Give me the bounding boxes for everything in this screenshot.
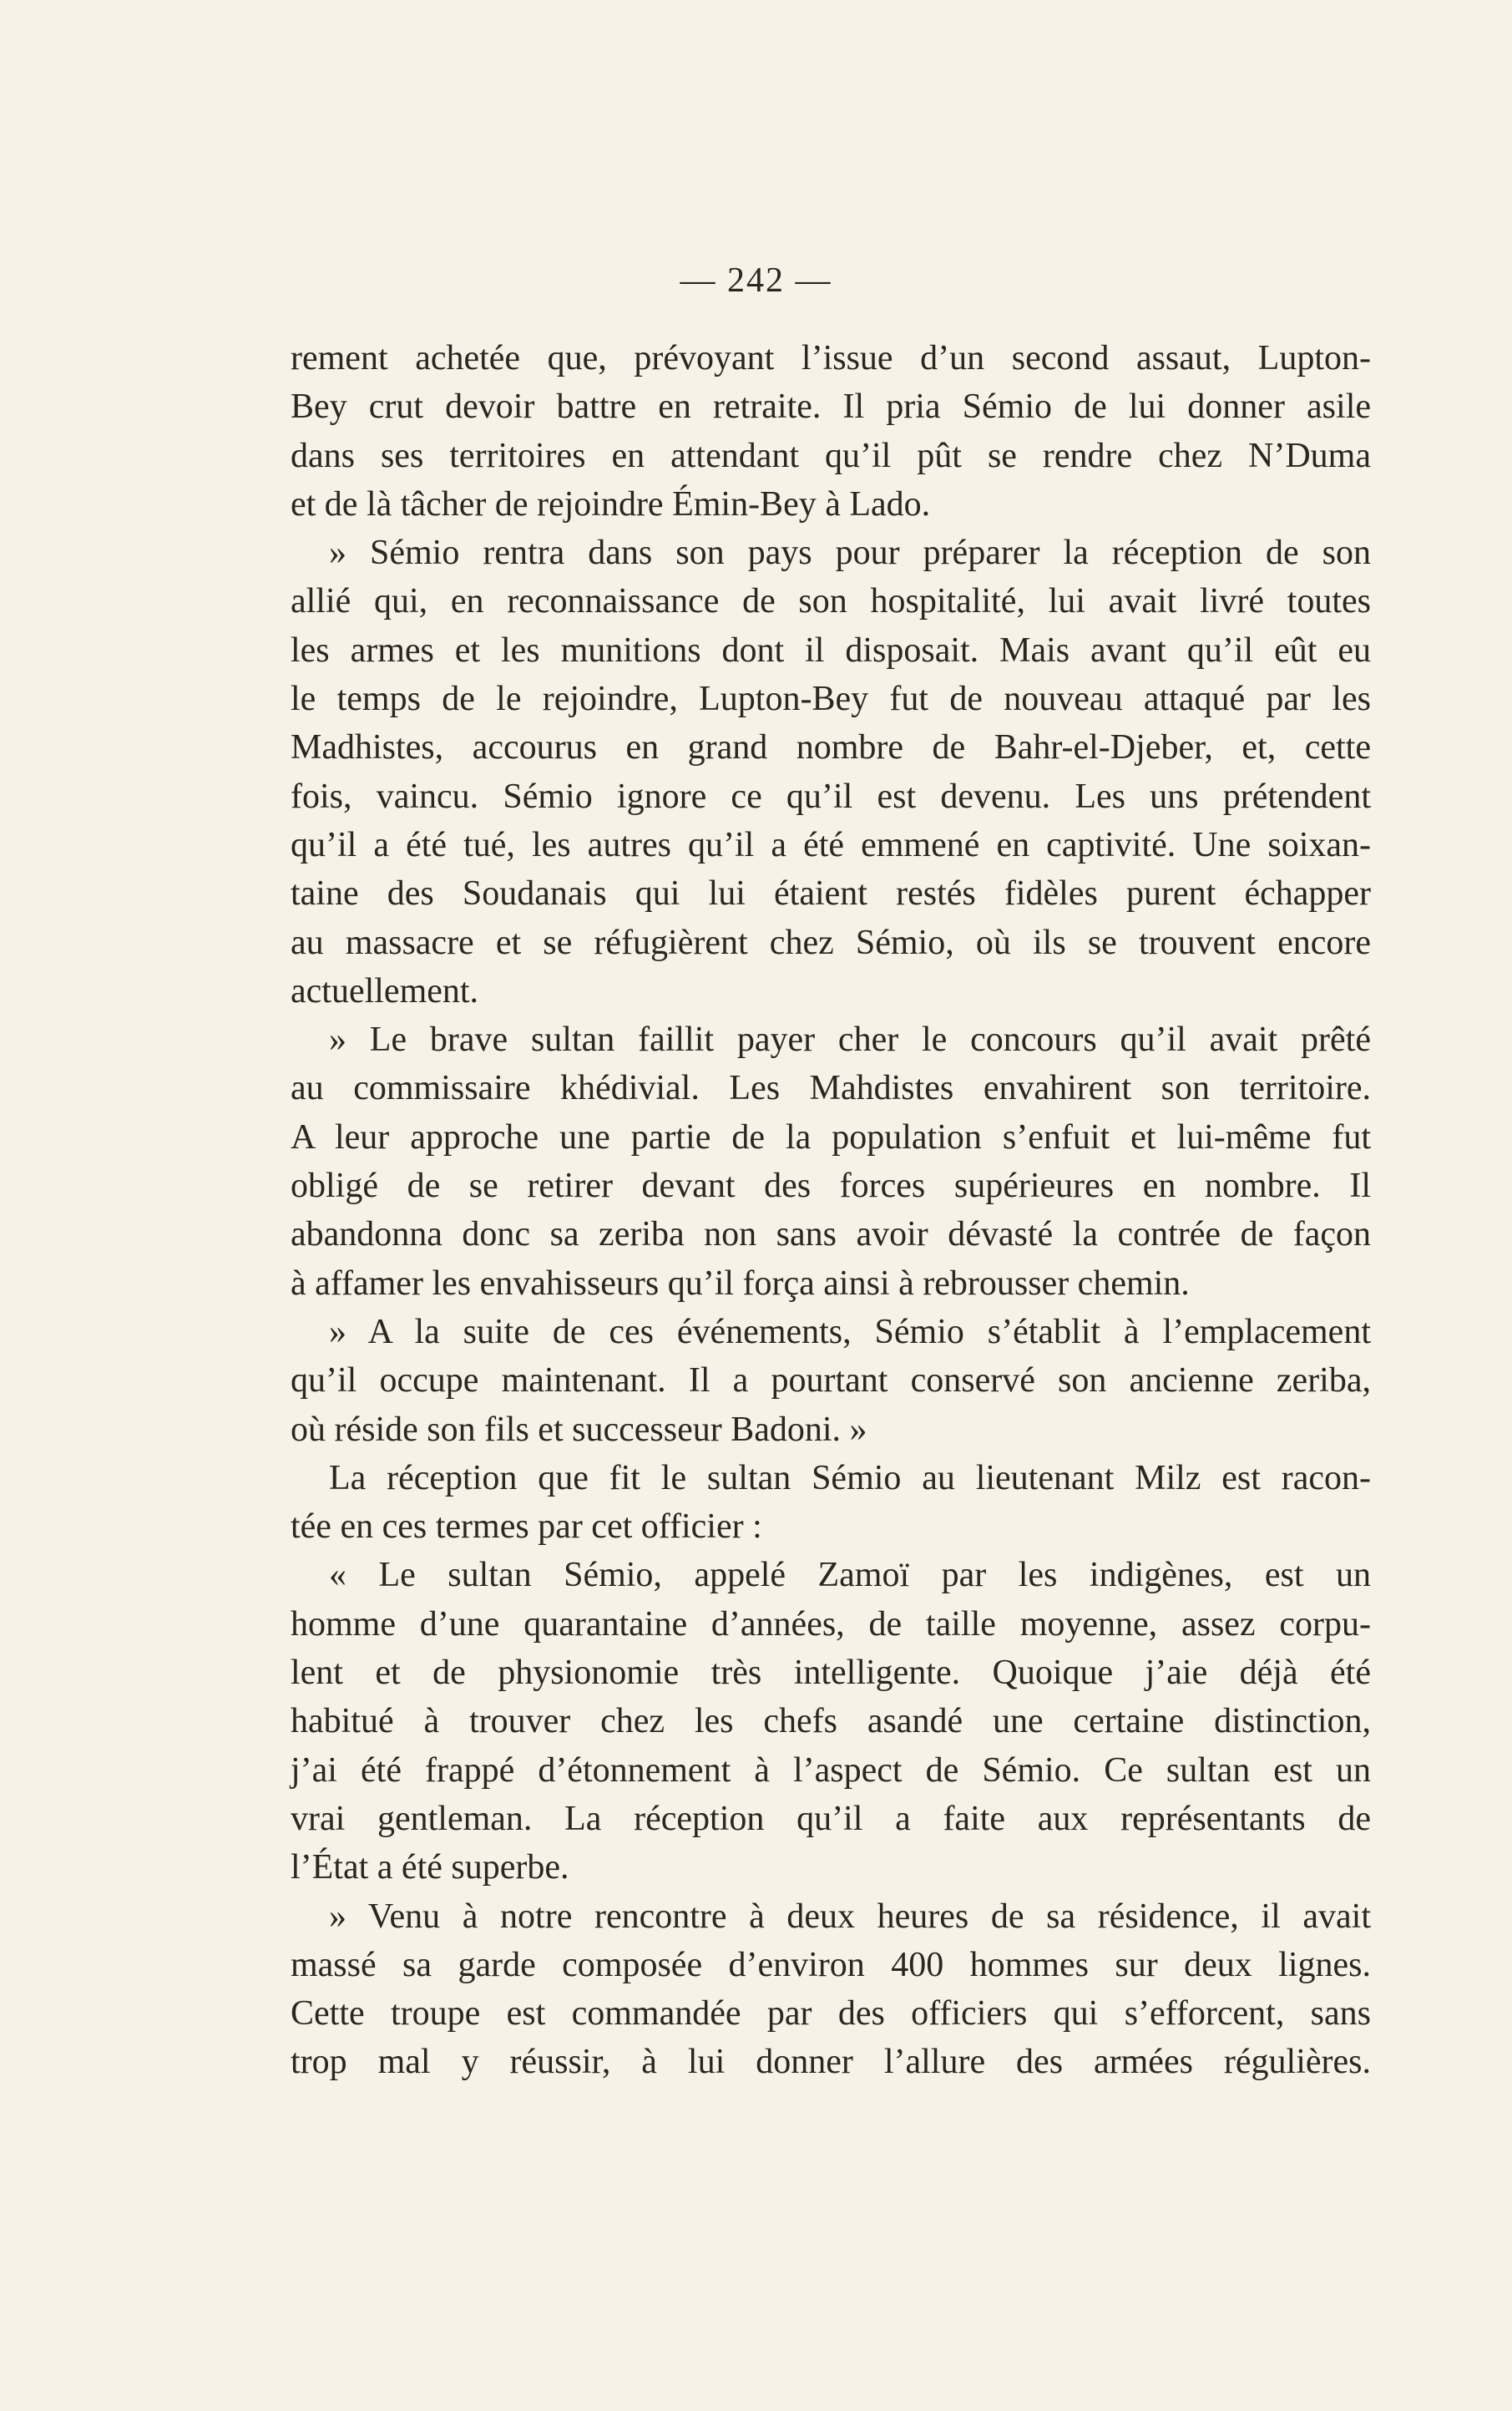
text-line: » A la suite de ces événements, Sémio s’établit à l’emplacement — [329, 1312, 1371, 1351]
text-line: » Venu à notre rencontre à deux heures de sa résidence, il avait — [329, 1897, 1371, 1936]
text-line: vrai gentleman. La réception qu’il a faite aux représentants de — [291, 1799, 1371, 1838]
text-line: dans ses territoires en attendant qu’il pût se rendre chez N’Duma — [291, 436, 1371, 475]
text-line: le temps de le rejoindre, Lupton-Bey fut de nouveau attaqué par les — [291, 680, 1371, 719]
text-line: qu’il a été tué, les autres qu’il a été emmené en captivité. Une soixan- — [291, 825, 1371, 864]
text-line: abandonna donc sa zeriba non sans avoir dévasté la contrée de façon — [291, 1215, 1371, 1254]
text-line: habitué à trouver chez les chefs asandé une certaine distinction, — [291, 1702, 1371, 1741]
text-line: tée en ces termes par cet officier : — [291, 1507, 762, 1547]
text-line: les armes et les munitions dont il disposait. Mais avant qu’il eût eu — [291, 631, 1371, 670]
text-line: « Le sultan Sémio, appelé Zamoï par les indigènes, est un — [329, 1556, 1371, 1595]
text-line: j’ai été frappé d’étonnement à l’aspect de Sémio. Ce sultan est un — [291, 1750, 1371, 1790]
text-line: A leur approche une partie de la population s’enfuit et lui-même fut — [291, 1117, 1371, 1157]
body-text — [291, 334, 1371, 2087]
text-line: qu’il occupe maintenant. Il a pourtant conservé son ancienne zeriba, — [291, 1361, 1371, 1401]
text-line: à affamer les envahisseurs qu’il força ainsi à rebrousser chemin. — [291, 1264, 1190, 1303]
page-number: — 242 — — [680, 261, 832, 300]
text-line: au massacre et se réfugièrent chez Sémio, où ils se trouvent encore — [291, 923, 1371, 962]
text-line: et de là tâcher de rejoindre Émin-Bey à Lado. — [291, 484, 931, 524]
text-line: obligé de se retirer devant des forces supérieures en nombre. Il — [291, 1167, 1371, 1206]
text-line: au commissaire khédivial. Les Mahdistes envahirent son territoire. — [291, 1069, 1371, 1108]
text-line: rement achetée que, prévoyant l’issue d’un second assaut, Lupton- — [291, 339, 1371, 377]
text-line: allié qui, en reconnaissance de son hospitalité, lui avait livré toutes — [291, 582, 1371, 621]
text-line: fois, vaincu. Sémio ignore ce qu’il est devenu. Les uns prétendent — [291, 777, 1371, 816]
text-line: actuellement. — [291, 971, 479, 1010]
text-line: l’État a été superbe. — [291, 1848, 569, 1887]
text-line: » Le brave sultan faillit payer cher le concours qu’il avait prêté — [329, 1021, 1371, 1060]
text-line: » Sémio rentra dans son pays pour préparer la réception de son — [329, 534, 1371, 573]
text-line: trop mal y réussir, à lui donner l’allure des armées régulières. — [291, 2043, 1371, 2082]
text-line: Madhistes, accourus en grand nombre de Bahr-el-Djeber, et, cette — [291, 728, 1371, 767]
text-line: lent et de physionomie très intelligente. Quoique j’aie déjà été — [291, 1654, 1371, 1693]
text-line: taine des Soudanais qui lui étaient restés fidèles purent échapper — [291, 874, 1371, 914]
text-line: Cette troupe est commandée par des officiers qui s’efforcent, sans — [291, 1994, 1371, 2034]
text-line: homme d’une quarantaine d’années, de taille moyenne, assez corpu- — [291, 1604, 1371, 1644]
text-line: massé sa garde composée d’environ 400 hommes sur deux lignes. — [291, 1945, 1371, 1984]
text-line: où réside son fils et successeur Badoni. » — [291, 1410, 867, 1449]
text-line: Bey crut devoir battre en retraite. Il pria Sémio de lui donner asile — [291, 387, 1371, 427]
text-line: La réception que fit le sultan Sémio au lieutenant Milz est racon- — [329, 1458, 1371, 1497]
